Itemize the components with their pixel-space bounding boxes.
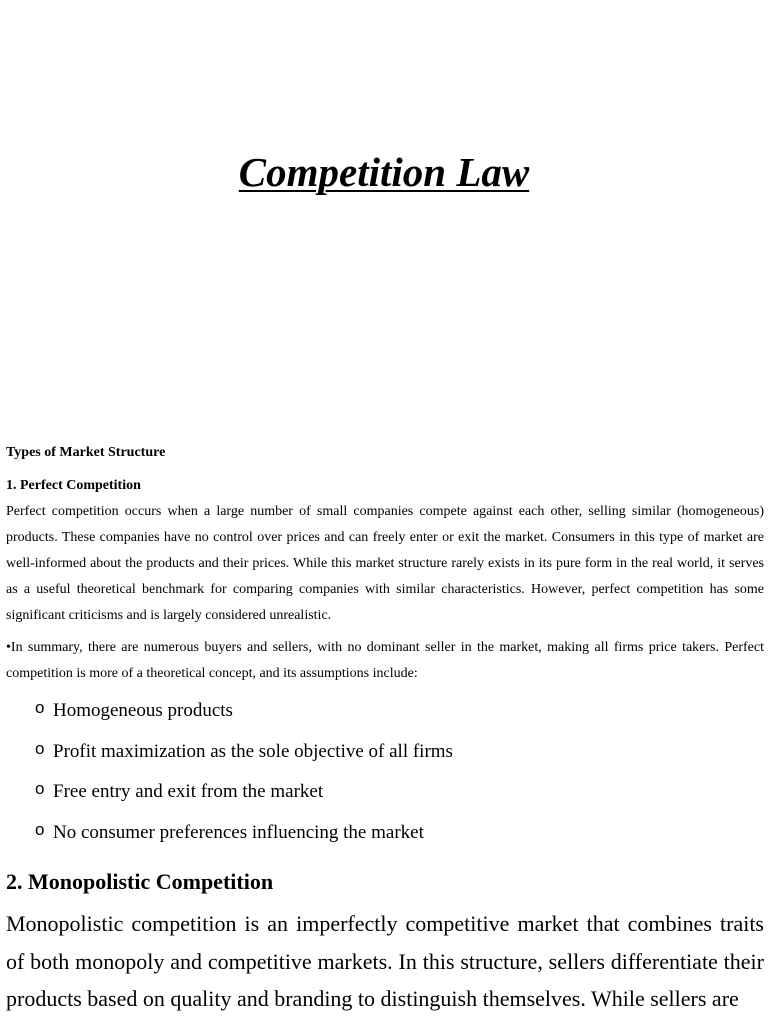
- monopolistic-competition-paragraph: Monopolistic competition is an imperfectly competitive market that combines traits of both monopoly and competitive markets. In this structure, sellers differentiate their products based on quality and branding to distinguish themselves. While sellers are: [6, 911, 764, 1012]
- perfect-competition-heading: 1. Perfect Competition: [6, 478, 141, 493]
- list-item: [6, 740, 764, 764]
- summary-text: In summary, there are numerous buyers and sellers, with no dominant seller in the market, making all firms price takers. Perfect competition is more of a theoretical concept, and its assumptions include:: [6, 640, 764, 681]
- list-item: [6, 780, 764, 804]
- list-item-text: No consumer preferences influencing the market: [53, 822, 424, 844]
- summary-paragraph: [6, 635, 764, 687]
- bullet-marker: o: [35, 738, 45, 758]
- document-body: [6, 440, 764, 1018]
- list-item-text: Profit maximization as the sole objective of all firms: [53, 740, 453, 762]
- bullet-marker: o: [35, 698, 45, 717]
- bullet-marker: o: [35, 779, 45, 799]
- list-item: [6, 821, 764, 845]
- section-heading: Types of Market Structure: [6, 445, 166, 460]
- monopolistic-competition-heading: 2. Monopolistic Competition: [6, 869, 274, 895]
- assumptions-list: [6, 699, 764, 845]
- list-item-text: Free entry and exit from the market: [53, 781, 324, 803]
- perfect-competition-paragraph: Perfect competition occurs when a large number of small companies compete against each other, selling similar (homogeneous) products. These companies have no control over prices and can freely enter or exit the market. Consumers in this type of market are well-informed about the products and their prices. While this market structure rarely exists in its pure form in the real world, it serves as a useful theoretical benchmark for comparing companies with similar characteristics. However, perfect competition has some significant criticisms and is largely considered unrealistic.: [6, 504, 764, 623]
- list-item-text: Homogeneous products: [53, 700, 233, 721]
- document-title: Competition Law: [238, 149, 530, 195]
- list-item: [6, 699, 764, 723]
- bullet-marker: o: [35, 820, 45, 840]
- summary-bullet: •: [6, 640, 11, 655]
